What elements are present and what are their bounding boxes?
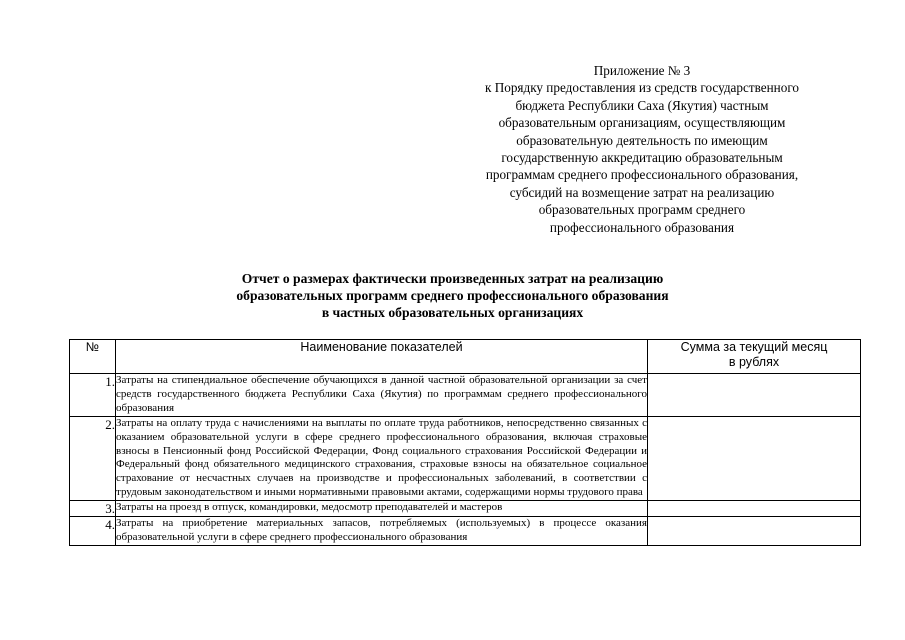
appendix-title: Приложение № 3 bbox=[593, 63, 691, 78]
header-name: Наименование показателей bbox=[116, 340, 648, 374]
header-sum bbox=[648, 340, 861, 374]
appendix-line: бюджета Республики Саха (Якутия) частным bbox=[515, 97, 769, 113]
row-number: 1. bbox=[70, 374, 116, 417]
header-number: № bbox=[70, 340, 116, 374]
row-name: Затраты на оплату труда с начислениями на выплаты по оплате труда работников, непосредственно связанных с оказанием образовательной услуги в сфере среднего профессионального образования, включая страховые взносы в Пенсионный фонд Российской Федерации, Фонд социального страхования Российской Федерации и Федеральный фонд обязательного медицинского страхования, страховые взносы на обязательное социальное страхование от несчастных случаев на производстве и профессиональных заболеваний, в соответствии с трудовым законодательством и иными нормативными правовыми актами, содержащими нормы трудового права bbox=[116, 416, 648, 500]
appendix-line: образовательную деятельность по имеющим bbox=[516, 132, 768, 148]
row-sum bbox=[648, 501, 861, 517]
row-name: Затраты на стипендиальное обеспечение обучающихся в данной частной образовательной организации за счет средств государственного бюджета Республики Саха (Якутия) по программам среднего профессионального образования bbox=[116, 374, 648, 417]
appendix-header bbox=[440, 62, 844, 236]
report-title bbox=[150, 270, 755, 322]
report-title-line: образовательных программ среднего профессионального образования bbox=[236, 288, 669, 304]
table-header-row bbox=[70, 340, 861, 374]
report-title-line: Отчет о размерах фактически произведенных затрат на реализацию bbox=[241, 271, 664, 286]
table-row bbox=[70, 416, 861, 500]
row-sum bbox=[648, 517, 861, 546]
row-sum bbox=[648, 416, 861, 500]
appendix-line: профессионального образования bbox=[549, 219, 735, 235]
appendix-line: программам среднего профессионального образования, bbox=[485, 167, 799, 183]
appendix-line: субсидий на возмещение затрат на реализацию bbox=[509, 184, 775, 200]
appendix-line: государственную аккредитацию образовательным bbox=[501, 150, 783, 166]
appendix-line: образовательным организациям, осуществляющим bbox=[498, 115, 786, 131]
appendix-line: образовательных программ среднего bbox=[538, 202, 746, 218]
row-sum bbox=[648, 374, 861, 417]
table-row bbox=[70, 501, 861, 517]
report-title-line: в частных образовательных организациях bbox=[321, 305, 584, 321]
table-row bbox=[70, 517, 861, 546]
row-number: 2. bbox=[70, 416, 116, 500]
row-number: 4. bbox=[70, 517, 116, 546]
header-sum-line: в рублях bbox=[728, 355, 780, 369]
appendix-line: к Порядку предоставления из средств государственного bbox=[485, 80, 799, 96]
table-row bbox=[70, 374, 861, 417]
row-name: Затраты на приобретение материальных запасов, потребляемых (используемых) в процессе оказания образовательной услуги в сфере среднего профессионального образования bbox=[116, 517, 648, 546]
row-name: Затраты на проезд в отпуск, командировки, медосмотр преподавателей и мастеров bbox=[116, 501, 648, 517]
header-sum-line: Сумма за текущий месяц bbox=[680, 340, 828, 354]
row-number: 3. bbox=[70, 501, 116, 517]
report-table bbox=[69, 339, 861, 546]
